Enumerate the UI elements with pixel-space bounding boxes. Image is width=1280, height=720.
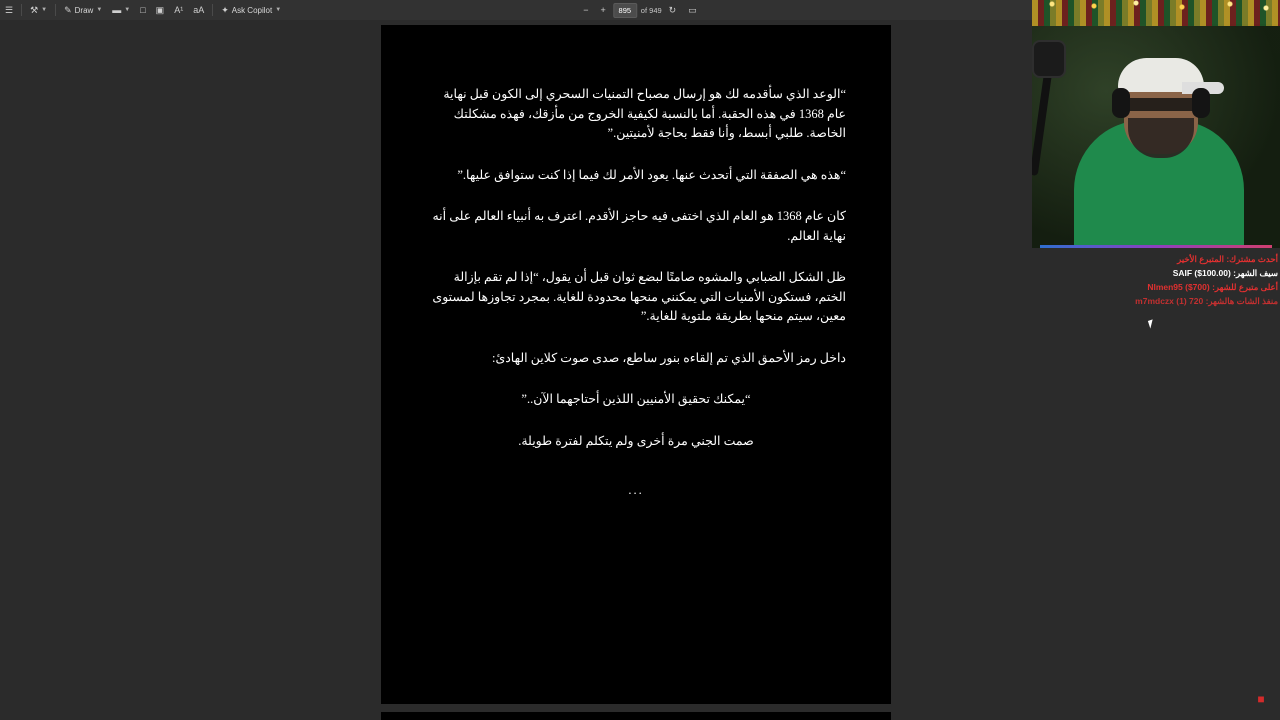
highlight-button[interactable] xyxy=(108,2,134,18)
toolbar-divider xyxy=(55,4,56,16)
draw-label: Draw xyxy=(74,5,94,15)
paragraph: “الوعد الذي سأقدمه لك هو إرسال مصباح التمنيات السحري إلى الكون قبل نهاية عام 1368 في هذه الحقبة. أما بالنسبة لكيفية الخروج من مأزقك، فهذه مشكلتك الخاصة. طلبي أبسط، وأنا فقط بحاجة لأمنيتين.” xyxy=(443,87,846,140)
pdf-page-next xyxy=(381,712,891,720)
menu-button[interactable] xyxy=(1,2,17,18)
copilot-icon: ✦ xyxy=(221,4,229,15)
toolbar-divider xyxy=(21,4,22,16)
garland-lights xyxy=(1032,0,1280,30)
pdf-file-icon: ■ xyxy=(1257,692,1265,706)
paragraph: ظل الشكل الضبابي والمشوه صامتًا لبضع ثوان قبل أن يقول، “إذا لم تقم بإزالة الختم، فستكون الأمنيات التي يمكنني منحها محدودة للغاية. بمجرد تجاوزها لمستوى معين، سيتم منحها بطريقة ملتوية للغاية.” xyxy=(432,270,846,323)
paragraph: صمت الجني مرة أخرى ولم يتكلم لفترة طويلة. xyxy=(518,433,754,448)
toolbar-divider xyxy=(212,4,213,16)
microphone-icon xyxy=(1032,40,1066,78)
font-size-button[interactable] xyxy=(189,2,208,18)
headphone-left xyxy=(1112,88,1130,118)
chevron-down-icon: ▼ xyxy=(124,7,131,13)
chevron-down-icon: ▼ xyxy=(41,7,48,13)
highlight-icon: ▬ xyxy=(112,4,122,15)
rotate-icon: ↻ xyxy=(668,4,677,15)
chevron-down-icon: ▼ xyxy=(96,7,103,13)
page-number-input[interactable]: 895 xyxy=(613,3,637,18)
paragraph: داخل رمز الأحمق الذي تم إلقاءه بنور ساطع، صدى صوت كلاين الهادئ: xyxy=(491,350,846,365)
streamer-webcam xyxy=(1032,0,1280,248)
chevron-down-icon: ▼ xyxy=(275,7,282,13)
rotate-button[interactable] xyxy=(665,2,681,18)
page-view-button[interactable] xyxy=(684,2,701,18)
toolbar-left-group xyxy=(0,0,286,20)
page-total-label: of 949 xyxy=(640,5,662,15)
text-box-icon: ▣ xyxy=(155,4,165,15)
page-view-icon: ▭ xyxy=(688,4,697,15)
comment-button[interactable] xyxy=(136,2,149,18)
stat-highest-donor: أعلى متبرع للشهر: Nlmen95 ($700) xyxy=(1147,282,1278,292)
pencil-icon: ✎ xyxy=(64,4,72,15)
paragraph: “هذه هي الصفقة التي أتحدث عنها. يعود الأمر لك فيما إذا كنت ستوافق عليها.” xyxy=(457,167,846,182)
paragraph: “يمكنك تحقيق الأمنيين اللذين أحتاجهما الآن..” xyxy=(521,392,751,406)
stat-top-donor-month: سيف الشهر: SAIF ($100.00) xyxy=(1172,268,1278,278)
ask-copilot-button[interactable] xyxy=(217,2,285,18)
webcam-accent-bar xyxy=(1040,245,1272,248)
text-format-icon: A¹ xyxy=(174,4,184,15)
text-format-button[interactable] xyxy=(170,2,187,18)
text-box-button[interactable] xyxy=(152,2,169,18)
zoom-out-button[interactable] xyxy=(579,2,592,18)
streamer-glasses xyxy=(1124,98,1198,111)
zoom-in-button[interactable] xyxy=(597,2,610,18)
tools-button[interactable] xyxy=(26,2,51,18)
plus-icon: + xyxy=(600,4,606,15)
stat-latest-subscriber: أحدث مشترك: المتبرع الأخير xyxy=(1177,254,1278,264)
page-navigation xyxy=(578,2,701,18)
menu-icon: ☰ xyxy=(5,4,14,15)
stream-stats-overlay xyxy=(1032,252,1278,308)
font-size-icon: aA xyxy=(193,4,205,15)
draw-button[interactable] xyxy=(60,2,106,18)
page-text-content xyxy=(381,25,891,704)
pdf-page-current xyxy=(381,25,891,704)
minus-icon: − xyxy=(583,4,589,15)
ask-copilot-label: Ask Copilot xyxy=(231,5,273,15)
paragraph: كان عام 1368 هو العام الذي اختفى فيه حاجز الأقدم. اعترف به أنبياء العالم على أنه نهاية العالم. xyxy=(432,209,846,243)
headphone-right xyxy=(1192,88,1210,118)
tools-icon: ⚒ xyxy=(30,4,39,15)
section-break-dots: ... xyxy=(628,483,644,497)
comment-icon: □ xyxy=(140,4,146,15)
stat-chat-top: منفذ الشات هالشهر: m7mdczx (1) 720 xyxy=(1135,296,1278,306)
